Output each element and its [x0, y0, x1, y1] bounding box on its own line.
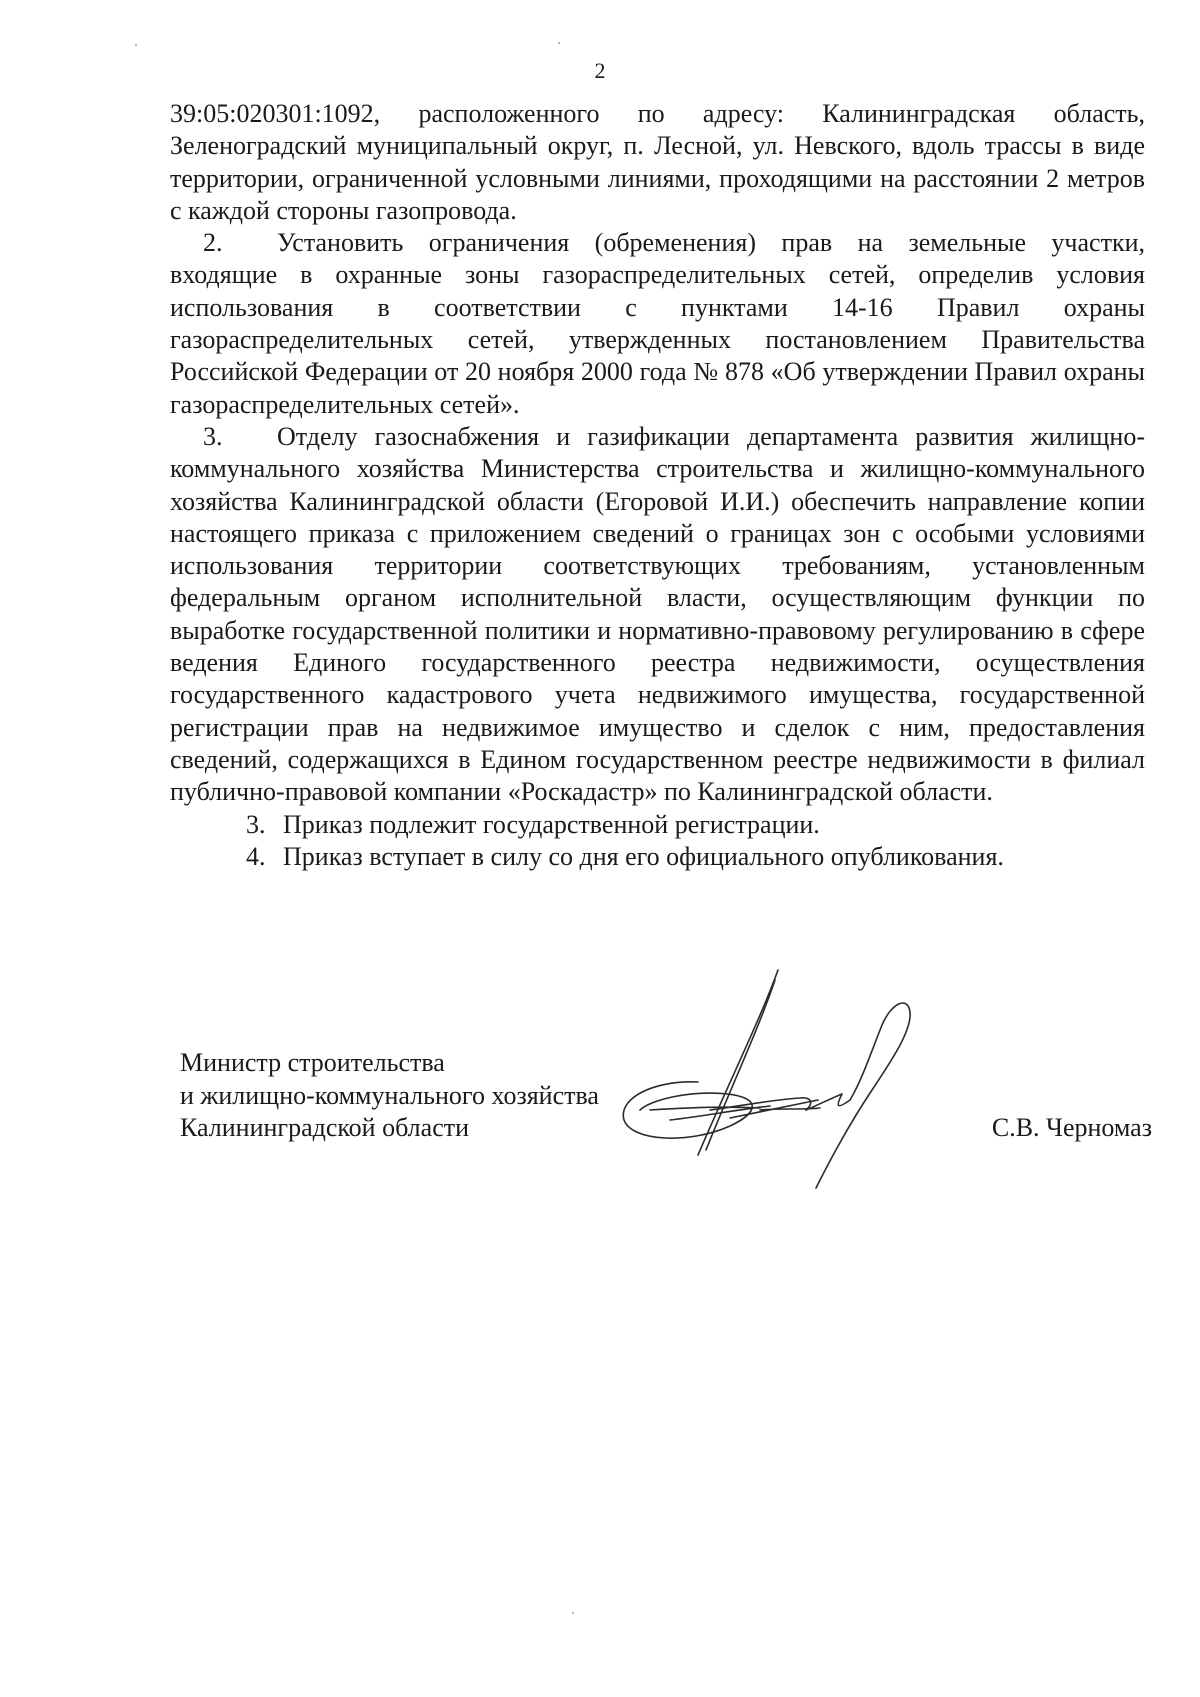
list-item-number: 3. [246, 809, 266, 839]
list-item-text: Установить ограничения (обременения) прав на земельные участки, входящие в охранные зоны газораспределительных сетей, определив условия использования в соответствии с пунктами 14-16 Правил охраны газораспределительных сетей, утвержденных постановлением Правительства Российской Федерации от 20 ноября 2000 года № 878 «Об утверждении Правил охраны газораспределительных сетей». [170, 228, 1145, 419]
list-item-text: Отделу газоснабжения и газификации департамента развития жилищно-коммунального хозяйства Министерства строительства и жилищно-коммунального хозяйства Калининградской области (Егоровой И.И.) обеспечить направление копии настоящего приказа с приложением сведений о границах зон с особыми условиями использования территории соответствующих требованиям, установленным федеральным органом исполнительной власти, осуществляющим функции по выработке государственной политики и нормативно-правовому регулированию в сфере ведения Единого государственного реестра недвижимости, осуществления государственного кадастрового учета недвижимого имущества, государственной регистрации прав на недвижимое имущество и сделок с ним, предоставления сведений, содержащихся в Едином государственном реестре недвижимости в филиал публично-правовой компании «Роскадастр» по Калининградской области. [170, 421, 1145, 807]
signature-stroke [806, 1094, 850, 1110]
scan-speck [558, 42, 560, 44]
signer-title [180, 1047, 599, 1145]
list-item-text: Приказ вступает в силу со дня его официального опубликования. [283, 841, 1004, 871]
signature-stroke [816, 1003, 910, 1188]
list-item-number: 2. [203, 228, 223, 258]
signer-title-line: Министр строительства [180, 1048, 445, 1077]
document-body [170, 98, 1145, 873]
scan-speck [572, 1612, 574, 1614]
list-item-2 [170, 227, 1145, 421]
signature-stroke [698, 970, 778, 1155]
list-item-text: Приказ подлежит государственной регистрации. [283, 809, 820, 839]
list-item-number: 4. [246, 841, 266, 871]
list-item-3-registration [170, 809, 1145, 841]
list-item-3-department [170, 421, 1145, 809]
handwritten-signature [610, 960, 930, 1200]
page-number: 2 [594, 58, 606, 83]
signature-stroke [623, 1082, 752, 1138]
list-item-number: 3. [203, 421, 223, 451]
signer-title-line: и жилищно-коммунального хозяйства [180, 1080, 599, 1110]
list-item-4 [170, 841, 1145, 873]
signature-stroke [760, 1108, 820, 1110]
signer-title-line: Калининградской области [180, 1113, 470, 1142]
scan-speck [135, 44, 137, 46]
signer-name: С.В. Черномаз [991, 1113, 1152, 1142]
paragraph-continuation: 39:05:020301:1092, расположенного по адресу: Калининградская область, Зеленоградский муниципальный округ, п. Лесной, ул. Невского, вдоль трассы в виде территории, ограниченной условными линиями, проходящими на расстоянии 2 метров с каждой стороны газопровода. [170, 99, 1145, 225]
